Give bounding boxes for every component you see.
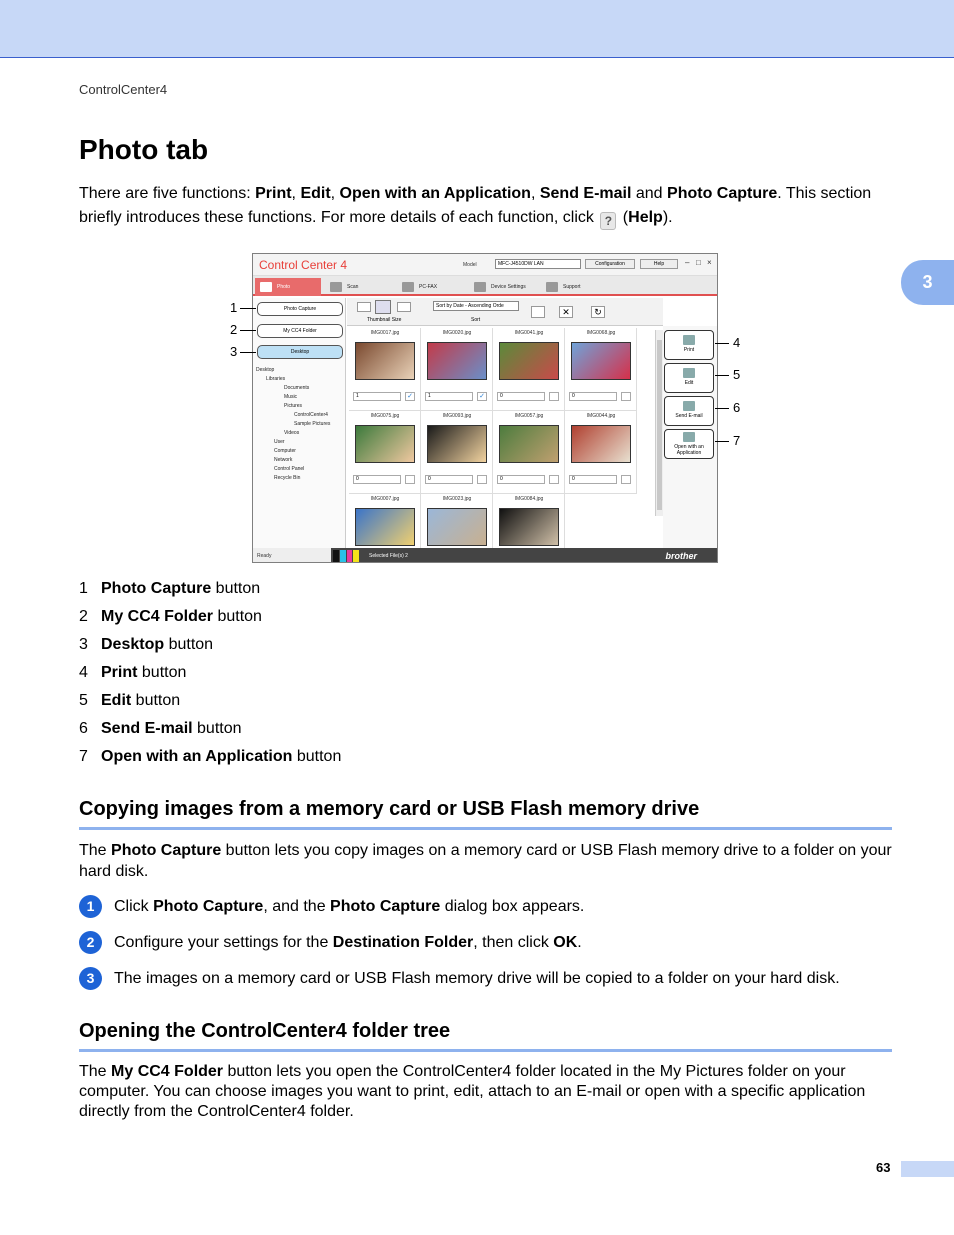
small-thumbs-icon[interactable] bbox=[357, 302, 371, 312]
callout-6: 6 bbox=[733, 400, 741, 415]
section1-text: button lets you copy images on a memory card or USB Flash memory drive to a folder on your hard disk. bbox=[79, 842, 892, 880]
select-checkbox[interactable] bbox=[621, 392, 631, 401]
thumbnail-cell[interactable] bbox=[421, 328, 493, 411]
legend-bold: Desktop bbox=[101, 636, 165, 653]
step-number-bullet: 1 bbox=[79, 895, 102, 918]
legend-item bbox=[79, 662, 186, 684]
thumbnail-filename: IMG0084.jpg bbox=[514, 496, 544, 502]
printer-icon bbox=[683, 335, 695, 345]
callout-leader bbox=[240, 330, 256, 331]
grid-scrollbar[interactable] bbox=[655, 330, 663, 516]
thumbnail-cell[interactable] bbox=[349, 411, 421, 494]
intro-edit: Edit bbox=[300, 185, 331, 202]
legend-bold: Print bbox=[101, 664, 138, 681]
edit-label: Edit bbox=[684, 380, 694, 386]
edit-icon bbox=[683, 368, 695, 378]
callout-3: 3 bbox=[230, 344, 238, 359]
envelope-icon bbox=[683, 401, 695, 411]
deselect-icon[interactable]: ✕ bbox=[559, 306, 573, 318]
intro-paragraph bbox=[79, 182, 894, 230]
tree-item-network[interactable]: Network bbox=[274, 457, 293, 463]
tree-item-libraries[interactable]: Libraries bbox=[266, 376, 286, 382]
select-checkbox[interactable] bbox=[549, 475, 559, 484]
controlcenter4-screenshot bbox=[252, 253, 718, 563]
maximize-icon[interactable]: □ bbox=[696, 258, 701, 267]
legend-item bbox=[79, 578, 260, 600]
intro-sep: , bbox=[291, 185, 301, 202]
tree-item-controlcenter4[interactable]: ControlCenter4 bbox=[294, 412, 328, 418]
tree-item-computer[interactable]: Computer bbox=[274, 448, 296, 454]
tab-label: Scan bbox=[347, 284, 359, 290]
thumbnail-image[interactable] bbox=[355, 508, 415, 546]
model-select[interactable]: MFC-J4510DW LAN bbox=[495, 259, 581, 269]
thumbnail-filename: IMG0020.jpg bbox=[442, 330, 472, 336]
callout-2: 2 bbox=[230, 322, 238, 337]
help-icon: ? bbox=[600, 212, 616, 230]
tree-item-sample-pictures[interactable]: Sample Pictures bbox=[294, 421, 331, 427]
thumbnail-cell[interactable] bbox=[565, 328, 637, 411]
thumbnail-cell[interactable] bbox=[493, 411, 565, 494]
tab-pc-fax[interactable] bbox=[397, 278, 467, 296]
intro-send-email: Send E-mail bbox=[539, 185, 632, 202]
legend-number: 7 bbox=[79, 748, 88, 765]
help-button[interactable]: Help bbox=[640, 259, 678, 269]
thumbnail-filename: IMG0068.jpg bbox=[586, 330, 616, 336]
callout-7: 7 bbox=[733, 433, 741, 448]
right-action-pane bbox=[663, 326, 718, 548]
ink-levels-icon bbox=[333, 550, 359, 562]
legend-bold: Photo Capture bbox=[101, 580, 212, 597]
intro-sep: , bbox=[330, 185, 340, 202]
my-cc4-folder-button[interactable]: My CC4 Folder bbox=[257, 324, 343, 338]
thumbnail-image[interactable] bbox=[355, 425, 415, 463]
application-icon bbox=[683, 432, 695, 442]
chapter-tab: 3 bbox=[901, 260, 954, 305]
thumbnail-cell[interactable] bbox=[349, 328, 421, 411]
step-number-bullet: 2 bbox=[79, 931, 102, 954]
open-with-application-button[interactable] bbox=[664, 429, 714, 459]
section1-text: The bbox=[79, 842, 112, 859]
intro-text: ). bbox=[662, 209, 673, 226]
section1-bold: Photo Capture bbox=[111, 842, 222, 859]
step-text bbox=[114, 895, 584, 919]
step-text-d: OK bbox=[553, 934, 578, 951]
legend-item bbox=[79, 718, 242, 740]
tree-item-pictures[interactable]: Pictures bbox=[284, 403, 303, 409]
intro-print: Print bbox=[255, 185, 292, 202]
thumbnail-filename: IMG0075.jpg bbox=[370, 413, 400, 419]
thumbnail-cell[interactable] bbox=[565, 411, 637, 494]
thumbnail-image[interactable] bbox=[427, 425, 487, 463]
main-tabs bbox=[253, 276, 718, 296]
intro-text: ( bbox=[618, 209, 629, 226]
thumbnail-image[interactable] bbox=[571, 425, 631, 463]
thumbnail-cell[interactable] bbox=[421, 411, 493, 494]
callout-leader bbox=[715, 441, 729, 442]
print-button[interactable] bbox=[664, 330, 714, 360]
section-heading-folder-tree: Opening the ControlCenter4 folder tree bbox=[79, 1020, 892, 1052]
legend-number: 1 bbox=[79, 580, 88, 597]
tab-photo[interactable] bbox=[255, 278, 321, 296]
select-checkbox[interactable] bbox=[477, 475, 487, 484]
tree-item-documents[interactable]: Documents bbox=[284, 385, 310, 391]
folder-tree bbox=[256, 366, 330, 483]
intro-text: There are five functions: bbox=[79, 185, 256, 202]
legend-bold: My CC4 Folder bbox=[101, 608, 214, 625]
desktop-button[interactable]: Desktop bbox=[257, 345, 343, 359]
close-icon[interactable]: × bbox=[707, 258, 712, 267]
thumbnail-cell[interactable] bbox=[493, 328, 565, 411]
tab-label: Support bbox=[563, 284, 581, 290]
status-selected-files: Selected File(s) 2 bbox=[369, 553, 408, 559]
person-icon bbox=[546, 282, 558, 292]
legend-rest: button bbox=[292, 748, 342, 765]
select-checkbox[interactable]: ✓ bbox=[477, 392, 487, 401]
page-number: 63 bbox=[876, 1160, 891, 1175]
thumbnail-image[interactable] bbox=[571, 342, 631, 380]
legend-rest: button bbox=[213, 608, 262, 625]
legend-number: 2 bbox=[79, 608, 88, 625]
thumbnail-image[interactable] bbox=[499, 342, 559, 380]
thumbnail-filename: IMG0093.jpg bbox=[442, 413, 472, 419]
legend-item bbox=[79, 690, 180, 712]
step-text bbox=[114, 967, 840, 991]
tree-item-videos[interactable]: Videos bbox=[284, 430, 300, 436]
app-logo bbox=[259, 258, 347, 272]
status-ready: Ready bbox=[253, 548, 331, 563]
intro-help-label: Help bbox=[628, 209, 663, 226]
print-quantity-input[interactable]: 0 bbox=[569, 392, 617, 401]
step-text-a: The images on a memory card or USB Flash memory drive will be copied to a folder on your hard disk. bbox=[114, 970, 840, 987]
print-quantity-input[interactable]: 0 bbox=[425, 475, 473, 484]
logo-part-b: Center 4 bbox=[301, 258, 348, 272]
configuration-button[interactable]: Configuration bbox=[585, 259, 635, 269]
thumbnail-filename: IMG0041.jpg bbox=[514, 330, 544, 336]
edit-button[interactable] bbox=[664, 363, 714, 393]
print-quantity-input[interactable]: 0 bbox=[353, 475, 401, 484]
intro-photo-capture: Photo Capture bbox=[667, 185, 778, 202]
intro-sep: , bbox=[530, 185, 540, 202]
thumbnail-filename: IMG0057.jpg bbox=[514, 413, 544, 419]
select-checkbox[interactable]: ✓ bbox=[405, 392, 415, 401]
step-text-b: Destination Folder bbox=[332, 934, 474, 951]
thumbnail-image[interactable] bbox=[499, 425, 559, 463]
intro-sep: and bbox=[631, 185, 668, 202]
section-heading-copying: Copying images from a memory card or USB Flash memory drive bbox=[79, 798, 892, 830]
thumbnail-filename: IMG0023.jpg bbox=[442, 496, 472, 502]
section1-paragraph bbox=[79, 840, 894, 882]
print-quantity-input[interactable]: 0 bbox=[497, 392, 545, 401]
minimize-icon[interactable]: – bbox=[685, 258, 690, 267]
callout-5: 5 bbox=[733, 367, 741, 382]
large-thumbs-icon[interactable] bbox=[397, 302, 411, 312]
scan-icon bbox=[330, 282, 342, 292]
print-label: Print bbox=[683, 347, 695, 353]
sort-select[interactable]: Sort by Date - Ascending Orde bbox=[433, 301, 519, 311]
app-titlebar bbox=[253, 254, 718, 276]
callout-leader bbox=[715, 375, 729, 376]
callout-4: 4 bbox=[733, 335, 741, 350]
print-quantity-input[interactable]: 0 bbox=[497, 475, 545, 484]
legend-rest: button bbox=[164, 636, 214, 653]
tree-item-music[interactable]: Music bbox=[284, 394, 298, 400]
print-quantity-input[interactable]: 1 bbox=[425, 392, 473, 401]
tab-scan[interactable] bbox=[325, 278, 395, 296]
tree-item-desktop[interactable]: Desktop bbox=[256, 367, 275, 373]
brother-logo: brother bbox=[665, 551, 697, 561]
legend-rest: button bbox=[211, 580, 261, 597]
page-title: Photo tab bbox=[79, 134, 209, 165]
select-checkbox[interactable] bbox=[405, 475, 415, 484]
legend-number: 6 bbox=[79, 720, 88, 737]
thumbnail-grid bbox=[349, 328, 637, 548]
callout-leader bbox=[715, 343, 729, 344]
tab-device-settings[interactable] bbox=[469, 278, 539, 296]
section2-text: The bbox=[79, 1063, 112, 1080]
send-email-button[interactable] bbox=[664, 396, 714, 426]
step-text-a: Click bbox=[114, 898, 154, 915]
sort-label: Sort bbox=[471, 317, 481, 323]
print-quantity-input[interactable]: 0 bbox=[569, 475, 617, 484]
thumbnail-image[interactable] bbox=[427, 508, 487, 546]
tree-item-control-panel[interactable]: Control Panel bbox=[274, 466, 305, 472]
view-toolbar bbox=[347, 298, 663, 326]
tab-label: Photo bbox=[277, 284, 291, 290]
thumbnail-image[interactable] bbox=[355, 342, 415, 380]
thumbnail-image[interactable] bbox=[499, 508, 559, 546]
legend-bold: Send E-mail bbox=[101, 720, 193, 737]
callout-leader bbox=[240, 352, 256, 353]
callout-leader bbox=[715, 408, 729, 409]
running-head: ControlCenter4 bbox=[79, 82, 168, 97]
legend-number: 5 bbox=[79, 692, 88, 709]
legend-rest: button bbox=[137, 664, 187, 681]
open-app-label: Open with an Application bbox=[674, 444, 704, 456]
select-checkbox[interactable] bbox=[621, 475, 631, 484]
print-quantity-input[interactable]: 1 bbox=[353, 392, 401, 401]
intro-open-app: Open with an Application bbox=[339, 185, 531, 202]
section2-text: button lets you open the ControlCenter4 folder located in the My Pictures folder on your computer. You can choose images you want to print, edit, attach to an E-mail or open with a specific application directly from the ControlCenter4 folder. bbox=[79, 1063, 866, 1120]
scrollbar-thumb[interactable] bbox=[657, 340, 662, 510]
step-text-e: . bbox=[577, 934, 582, 951]
select-checkbox[interactable] bbox=[549, 392, 559, 401]
tools-icon bbox=[474, 282, 486, 292]
step-text-e: dialog box appears. bbox=[440, 898, 585, 915]
logo-part-a: Control bbox=[259, 258, 298, 272]
legend-item bbox=[79, 634, 213, 656]
status-bar bbox=[253, 548, 718, 563]
send-email-label: Send E-mail bbox=[675, 413, 703, 419]
thumbnail-filename: IMG0007.jpg bbox=[370, 496, 400, 502]
callout-1: 1 bbox=[230, 300, 238, 315]
step-text-a: Configure your settings for the bbox=[114, 934, 333, 951]
page-number-bar bbox=[901, 1161, 954, 1177]
thumbnail-image[interactable] bbox=[427, 342, 487, 380]
legend-rest: button bbox=[192, 720, 242, 737]
tab-support[interactable] bbox=[541, 278, 611, 296]
tree-item-user[interactable]: User bbox=[274, 439, 285, 445]
intro-text: . This section briefly introduces these functions. For more details of each function, click bbox=[79, 185, 872, 226]
step-text-b: Photo Capture bbox=[153, 898, 264, 915]
refresh-icon[interactable]: ↻ bbox=[591, 306, 605, 318]
tab-label: Device Settings bbox=[491, 284, 526, 290]
legend-bold: Open with an Application bbox=[101, 748, 293, 765]
legend-rest: button bbox=[131, 692, 181, 709]
section2-bold: My CC4 Folder bbox=[111, 1063, 224, 1080]
thumbnail-filename: IMG0044.jpg bbox=[586, 413, 616, 419]
callout-leader bbox=[240, 308, 256, 309]
step-number-bullet: 3 bbox=[79, 967, 102, 990]
step-text-d: Photo Capture bbox=[330, 898, 441, 915]
photo-icon bbox=[260, 282, 272, 292]
fax-icon bbox=[402, 282, 414, 292]
step-text-c: , and the bbox=[263, 898, 331, 915]
thumbnail-size-label: Thumbnail Size bbox=[367, 317, 402, 323]
tab-label: PC-FAX bbox=[419, 284, 438, 290]
section2-paragraph bbox=[79, 1062, 894, 1122]
thumbnail-filename: IMG0017.jpg bbox=[370, 330, 400, 336]
top-header-band bbox=[0, 0, 954, 58]
select-all-icon[interactable] bbox=[531, 306, 545, 318]
legend-bold: Edit bbox=[101, 692, 132, 709]
step-text bbox=[114, 931, 582, 955]
left-pane bbox=[253, 298, 346, 548]
tree-item-recycle-bin[interactable]: Recycle Bin bbox=[274, 475, 301, 481]
legend-item bbox=[79, 746, 341, 768]
photo-capture-button[interactable]: Photo Capture bbox=[257, 302, 343, 316]
medium-thumbs-icon[interactable] bbox=[375, 300, 391, 314]
legend-item bbox=[79, 606, 262, 628]
step-text-c: , then click bbox=[473, 934, 554, 951]
legend-number: 3 bbox=[79, 636, 88, 653]
model-label: Model bbox=[463, 262, 477, 268]
legend-number: 4 bbox=[79, 664, 88, 681]
